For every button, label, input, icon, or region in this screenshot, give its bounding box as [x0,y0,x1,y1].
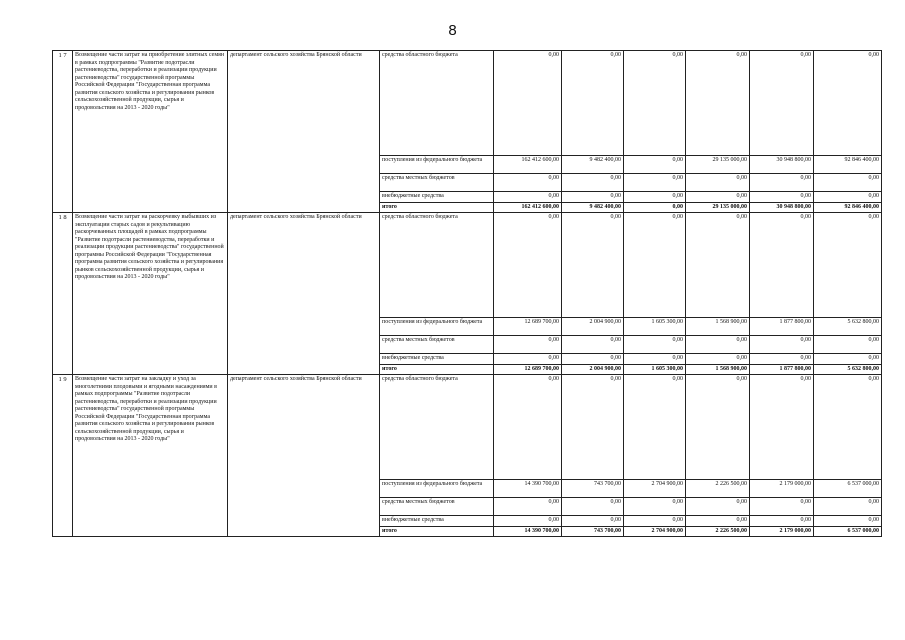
amount-cell: 0,00 [494,516,562,527]
amount-cell: 92 846 400,00 [814,202,882,213]
amount-cell: 0,00 [562,213,624,318]
amount-cell: 6 537 000,00 [814,480,882,498]
amount-cell: 0,00 [686,192,750,203]
amount-cell: 0,00 [624,213,686,318]
amount-cell: 0,00 [494,51,562,156]
amount-cell: 743 700,00 [562,480,624,498]
amount-cell: 0,00 [686,354,750,365]
amount-cell: 0,00 [750,375,814,480]
amount-cell: 0,00 [562,498,624,516]
funding-source: средства местных бюджетов [380,174,494,192]
funding-source: итого [380,526,494,537]
measure-description: Возмещение части затрат на раскорчевку выбывших из эксплуатации старых садов и рекультивацию раскорчеванных площадей в рамках подпрограммы "Развитие подотрасли растениеводства, переработки и реализации продукции растениеводства" государственной программы Российской Федерации "Государственная программа развития сельского хозяйства и регулирования рынков сельскохозяйственной продукции, сырья и продовольствия на 2013 - 2020 годы" [73,213,228,375]
budget-table-body [53,51,882,537]
amount-cell: 0,00 [624,51,686,156]
amount-cell: 162 412 600,00 [494,156,562,174]
amount-cell: 0,00 [686,498,750,516]
funding-source: поступления из федерального бюджета [380,318,494,336]
responsible-department: департамент сельского хозяйства Брянской области [228,375,380,537]
amount-cell: 1 877 800,00 [750,364,814,375]
amount-cell: 0,00 [624,516,686,527]
amount-cell: 0,00 [624,174,686,192]
amount-cell: 9 482 400,00 [562,202,624,213]
amount-cell: 0,00 [624,202,686,213]
table-row [53,375,882,480]
responsible-department: департамент сельского хозяйства Брянской области [228,213,380,375]
amount-cell: 0,00 [686,213,750,318]
amount-cell: 12 689 700,00 [494,364,562,375]
row-number: 1 8 [53,213,73,375]
amount-cell: 0,00 [494,192,562,203]
amount-cell: 0,00 [686,516,750,527]
amount-cell: 29 135 000,00 [686,202,750,213]
amount-cell: 2 226 500,00 [686,526,750,537]
amount-cell: 2 004 900,00 [562,318,624,336]
amount-cell: 0,00 [686,174,750,192]
funding-source: итого [380,202,494,213]
amount-cell: 0,00 [814,213,882,318]
amount-cell: 0,00 [494,174,562,192]
amount-cell: 2 704 900,00 [624,480,686,498]
amount-cell: 0,00 [624,354,686,365]
amount-cell: 0,00 [814,192,882,203]
amount-cell: 0,00 [562,336,624,354]
amount-cell: 0,00 [562,51,624,156]
amount-cell: 0,00 [750,516,814,527]
table-row [53,213,882,318]
amount-cell: 0,00 [814,336,882,354]
row-number: 1 7 [53,51,73,213]
amount-cell: 30 948 800,00 [750,202,814,213]
funding-source: средства областного бюджета [380,213,494,318]
funding-source: итого [380,364,494,375]
amount-cell: 0,00 [494,375,562,480]
amount-cell: 92 846 400,00 [814,156,882,174]
amount-cell: 0,00 [562,516,624,527]
row-number: 1 9 [53,375,73,537]
amount-cell: 0,00 [562,375,624,480]
amount-cell: 0,00 [750,336,814,354]
amount-cell: 0,00 [624,156,686,174]
amount-cell: 6 537 000,00 [814,526,882,537]
funding-source: внебюджетные средства [380,354,494,365]
amount-cell: 0,00 [562,354,624,365]
amount-cell: 2 226 500,00 [686,480,750,498]
amount-cell: 2 004 900,00 [562,364,624,375]
amount-cell: 0,00 [814,375,882,480]
responsible-department: департамент сельского хозяйства Брянской области [228,51,380,213]
amount-cell: 0,00 [814,516,882,527]
amount-cell: 0,00 [814,174,882,192]
amount-cell: 0,00 [686,336,750,354]
amount-cell: 14 390 700,00 [494,526,562,537]
amount-cell: 0,00 [750,354,814,365]
amount-cell: 0,00 [562,192,624,203]
amount-cell: 0,00 [750,213,814,318]
amount-cell: 1 877 800,00 [750,318,814,336]
funding-source: средства областного бюджета [380,51,494,156]
funding-source: внебюджетные средства [380,516,494,527]
amount-cell: 1 605 300,00 [624,318,686,336]
measure-description: Возмещение части затрат на приобретение элитных семян в рамках подпрограммы "Развитие подотрасли растениеводства, переработки и реализации продукции растениеводства" государственной программы Российской Федерации "Государственная программа развития сельского хозяйства и регулирования рынков сельскохозяйственной продукции, сырья и продовольствия на 2013 - 2020 годы" [73,51,228,213]
amount-cell: 0,00 [624,192,686,203]
page-number: 8 [448,22,457,39]
budget-table [52,50,882,537]
amount-cell: 9 482 400,00 [562,156,624,174]
amount-cell: 0,00 [814,354,882,365]
amount-cell: 30 948 800,00 [750,156,814,174]
funding-source: поступления из федерального бюджета [380,480,494,498]
amount-cell: 2 179 000,00 [750,480,814,498]
amount-cell: 14 390 700,00 [494,480,562,498]
amount-cell: 0,00 [494,498,562,516]
funding-source: поступления из федерального бюджета [380,156,494,174]
measure-description: Возмещение части затрат на закладку и уход за многолетними плодовыми и ягодными насаждениями в рамках подпрограммы "Развитие подотрасли растениеводства, переработки и реализации продукции растениеводства" государственной программы Российской Федерации "Государственная программа развития сельского хозяйства и регулирования рынков сельскохозяйственной продукции, сырья и продовольствия на 2013 - 2020 годы" [73,375,228,537]
amount-cell: 1 605 300,00 [624,364,686,375]
amount-cell: 0,00 [686,375,750,480]
amount-cell: 0,00 [686,51,750,156]
amount-cell: 2 179 000,00 [750,526,814,537]
amount-cell: 0,00 [750,51,814,156]
funding-source: средства областного бюджета [380,375,494,480]
amount-cell: 1 568 900,00 [686,364,750,375]
amount-cell: 0,00 [624,336,686,354]
amount-cell: 0,00 [494,336,562,354]
amount-cell: 0,00 [624,498,686,516]
amount-cell: 2 704 900,00 [624,526,686,537]
amount-cell: 0,00 [750,192,814,203]
amount-cell: 0,00 [494,354,562,365]
amount-cell: 0,00 [562,174,624,192]
amount-cell: 0,00 [494,213,562,318]
amount-cell: 29 135 000,00 [686,156,750,174]
amount-cell: 743 700,00 [562,526,624,537]
amount-cell: 0,00 [814,51,882,156]
amount-cell: 5 632 800,00 [814,364,882,375]
funding-source: средства местных бюджетов [380,336,494,354]
funding-source: средства местных бюджетов [380,498,494,516]
amount-cell: 162 412 600,00 [494,202,562,213]
amount-cell: 0,00 [624,375,686,480]
amount-cell: 0,00 [750,174,814,192]
amount-cell: 12 689 700,00 [494,318,562,336]
amount-cell: 0,00 [814,498,882,516]
table-row [53,51,882,156]
funding-source: внебюджетные средства [380,192,494,203]
amount-cell: 0,00 [750,498,814,516]
amount-cell: 1 568 900,00 [686,318,750,336]
amount-cell: 5 632 800,00 [814,318,882,336]
